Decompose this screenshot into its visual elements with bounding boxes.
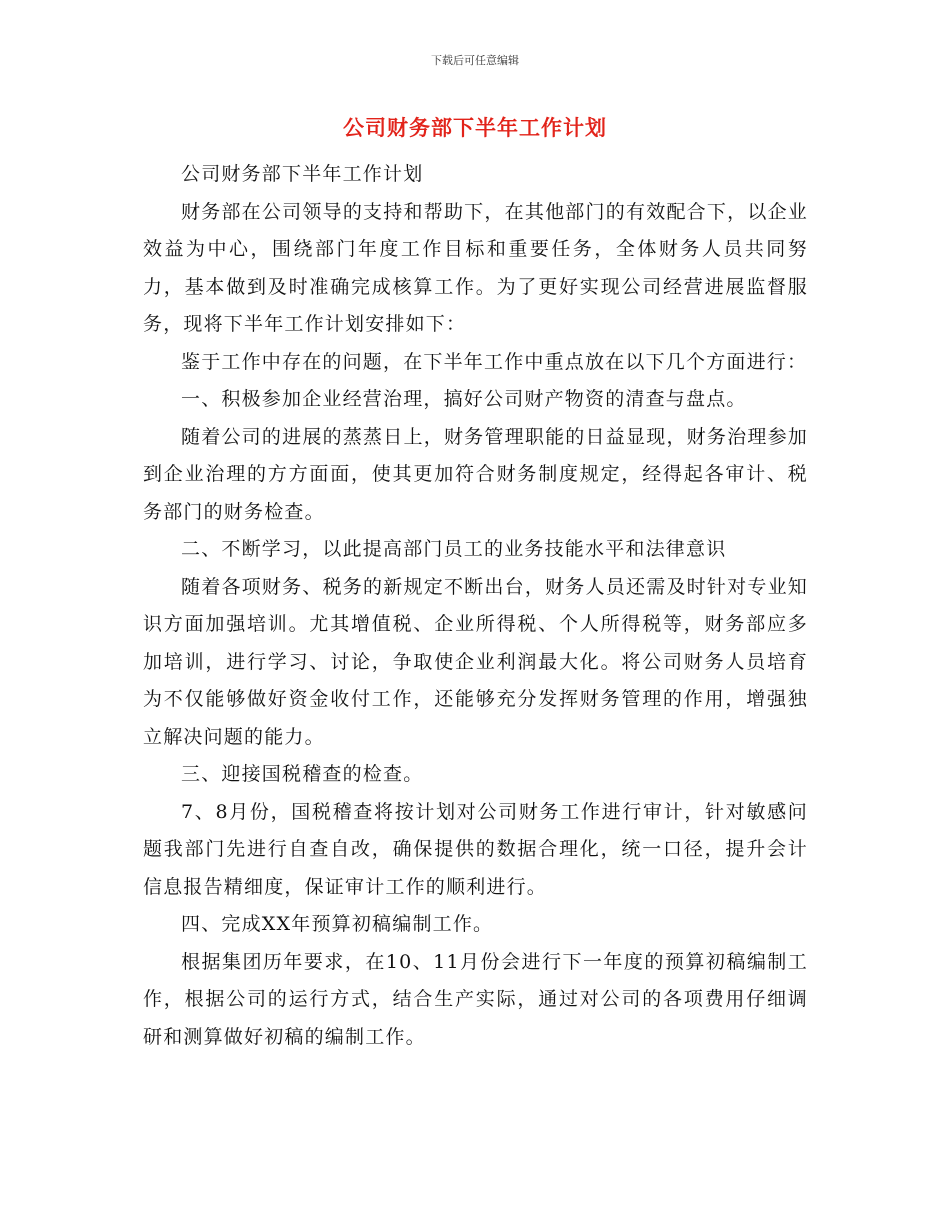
section-heading-3: 三、迎接国税稽查的检查。 [181,763,424,785]
paragraph-section-3: 7、8月份，国税稽查将按计划对公司财务工作进行审计，针对敏感问题我部门先进行自查自改，确保提供的数据合理化，统一口径，提升会计信息报告精细度，保证审计工作的顺利进行。 [143,800,808,898]
paragraph-focus: 鉴于工作中存在的问题，在下半年工作中重点放在以下几个方面进行： [181,350,808,373]
section-heading-2: 二、不断学习，以此提高部门员工的业务技能水平和法律意识 [181,538,727,560]
document-body [143,156,808,1056]
paragraph-section-2: 随着各项财务、税务的新规定不断出台，财务人员还需及时针对专业知识方面加强培训。尤其增值税、企业所得税、个人所得税等，财务部应多加培训，进行学习、讨论，争取使企业利润最大化。将公司财务人员培育为不仅能够做好资金收付工作，还能够充分发挥财务管理的作用，增强独立解决问题的能力。 [143,575,808,748]
section-heading-1: 一、积极参加企业经营治理，搞好公司财产物资的清查与盘点。 [181,388,747,410]
paragraph-subtitle: 公司财务部下半年工作计划 [181,163,424,185]
paragraph-intro: 财务部在公司领导的支持和帮助下，在其他部门的有效配合下，以企业效益为中心，围绕部门年度工作目标和重要任务，全体财务人员共同努力，基本做到及时准确完成核算工作。为了更好实现公司经营进展监督服务，现将下半年工作计划安排如下： [143,200,808,335]
header-note: 下载后可任意编辑 [431,54,519,67]
paragraph-section-4: 根据集团历年要求，在10、11月份会进行下一年度的预算初稿编制工作，根据公司的运行方式，结合生产实际，通过对公司的各项费用仔细调研和测算做好初稿的编制工作。 [143,950,808,1048]
section-heading-4: 四、完成XX年预算初稿编制工作。 [181,913,494,935]
paragraph-section-1: 随着公司的进展的蒸蒸日上，财务管理职能的日益显现，财务治理参加到企业治理的方方面面，使其更加符合财务制度规定，经得起各审计、税务部门的财务检查。 [143,425,808,523]
document-title: 公司财务部下半年工作计划 [343,116,607,140]
